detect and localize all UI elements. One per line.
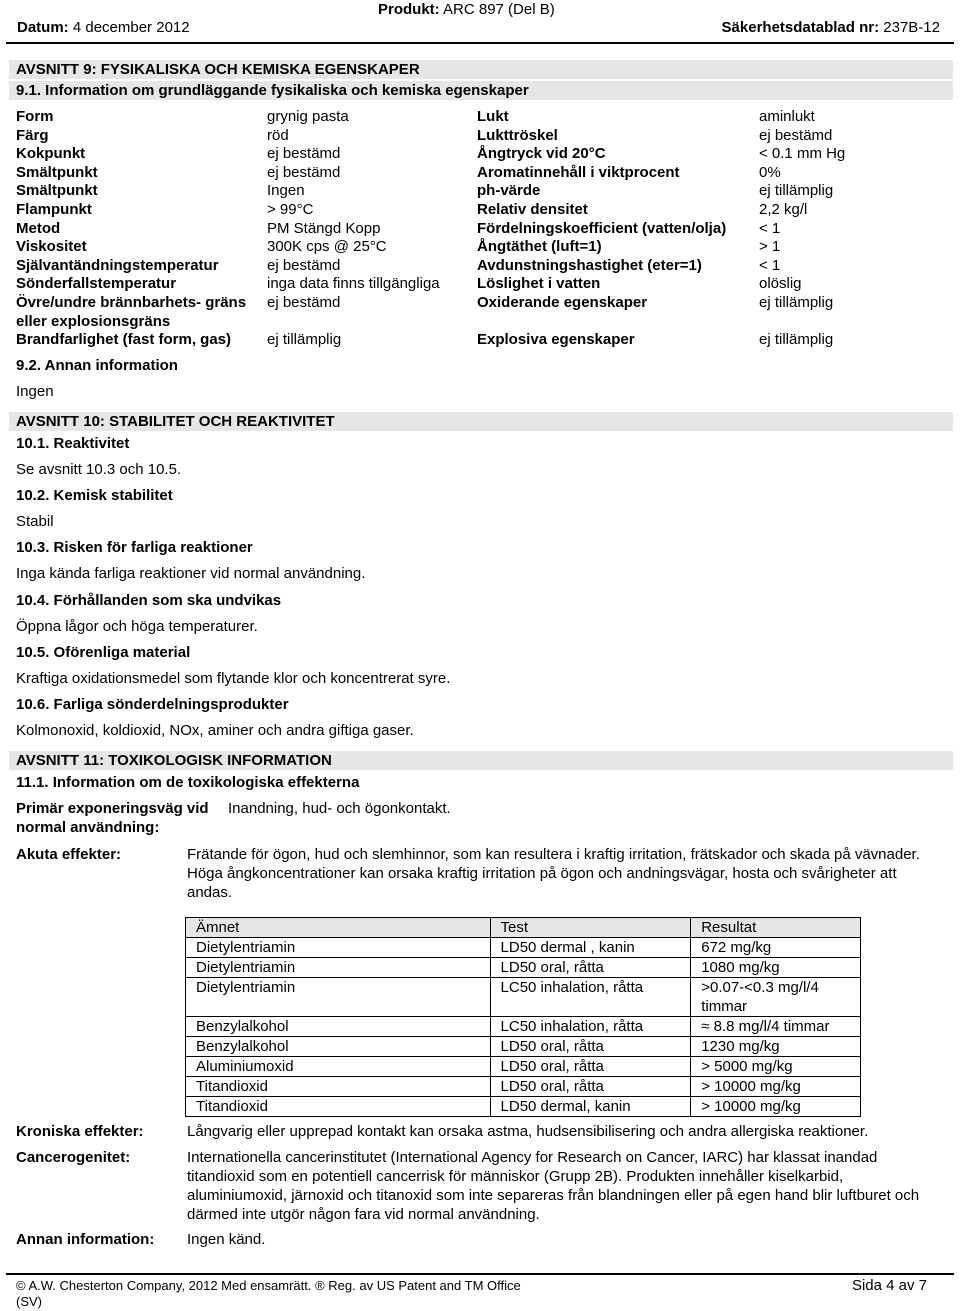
section-9-1-title: 9.1. Information om grundläggande fysikaliska och kemiska egenskaper [9,81,953,100]
table-cell: 1080 mg/kg [691,958,861,978]
section-11-1-title: 11.1. Information om de toxikologiska effekterna [16,774,360,791]
table-cell: LD50 dermal , kanin [490,938,691,958]
property-row: Viskositet 300K cps @ 25°C Ångtäthet (luft=1) > 1 [16,238,781,256]
table-row [186,1017,861,1037]
section-10-6-title: 10.6. Farliga sönderdelningsprodukter [16,696,289,713]
table-cell: 1230 mg/kg [691,1037,861,1057]
property-row: Brandfarlighet (fast form, gas) ej tillämplig Explosiva egenskaper ej tillämplig [16,330,834,348]
table-cell: > 10000 mg/kg [691,1077,861,1097]
table-cell: LD50 oral, råtta [490,1057,691,1077]
column-header: Test [490,918,691,938]
table-cell: > 5000 mg/kg [691,1057,861,1077]
table-cell: Titandioxid [186,1097,491,1117]
table-cell: LC50 inhalation, råtta [490,978,691,1017]
property-row: Smältpunkt ej bestämd Aromatinnehåll i viktprocent 0% [16,163,781,181]
acute-effects-label: Akuta effekter: [16,846,122,863]
column-header: Resultat [691,918,861,938]
header-divider [6,42,954,44]
table-row [186,958,861,978]
toxicity-table [185,917,861,1117]
carcinogenicity-value: Internationella cancerinstitutet (International Agency for Research on Cancer, IARC) har klassat inandad titandioxid som en potentiell cancerrisk för människor (Grupp 2B). Produkten innehåller kiselkarbid, aluminiumoxid, järnoxid och titanoxid som inte separeras från blandningen eller på egen hand blir luftburet och därmed inte utgör någon fara vid normal användning. [187,1149,920,1223]
section-10-2-text: Stabil [16,513,54,530]
table-row [186,1077,861,1097]
section-10-4-text: Öppna lågor och höga temperaturer. [16,618,258,635]
table-cell: LC50 inhalation, råtta [490,1017,691,1037]
table-cell: Titandioxid [186,1077,491,1097]
column-header: Ämnet [186,918,491,938]
property-row: Smältpunkt Ingen ph-värde ej tillämplig [16,182,834,200]
table-cell: Dietylentriamin [186,958,491,978]
table-cell: LD50 oral, råtta [490,1077,691,1097]
section-10-3-text: Inga kända farliga reaktioner vid normal användning. [16,565,366,582]
primary-exposure-value: Inandning, hud- och ögonkontakt. [228,800,451,817]
property-row: Flampunkt > 99°C Relativ densitet 2,2 kg/l [16,200,808,218]
other-info-value: Ingen känd. [187,1231,266,1248]
footer-divider [6,1273,954,1275]
header-sds-number: Säkerhetsdatablad nr: 237B-12 [721,19,940,36]
section-10-1-title: 10.1. Reaktivitet [16,435,130,452]
section-11-title: AVSNITT 11: TOXIKOLOGISK INFORMATION [9,751,953,770]
property-row: Självantändningstemperatur ej bestämd Avdunstningshastighet (eter=1) < 1 [16,256,781,274]
primary-exposure-label: Primär exponeringsväg vid normal användning: [16,800,209,836]
table-cell: 672 mg/kg [691,938,861,958]
table-cell: >0.07-<0.3 mg/l/4 timmar [691,978,861,1017]
page-number: Sida 4 av 7 [851,1277,927,1294]
section-10-5-title: 10.5. Oförenliga material [16,644,191,661]
table-cell: Aluminiumoxid [186,1057,491,1077]
chronic-effects-value: Långvarig eller upprepad kontakt kan orsaka astma, hudsensibilisering och andra allergiska reaktioner. [187,1123,869,1140]
table-cell: Benzylalkohol [186,1017,491,1037]
section-10-title: AVSNITT 10: STABILITET OCH REAKTIVITET [9,412,953,431]
chronic-effects-label: Kroniska effekter: [16,1123,144,1140]
section-9-title: AVSNITT 9: FYSIKALISKA OCH KEMISKA EGENSKAPER [9,60,953,79]
property-row: Sönderfallstemperatur inga data finns tillgängliga Löslighet i vatten olöslig [16,275,802,293]
section-10-4-title: 10.4. Förhållanden som ska undvikas [16,592,282,609]
section-10-5-text: Kraftiga oxidationsmedel som flytande klor och koncentrerat syre. [16,670,451,687]
table-cell: > 10000 mg/kg [691,1097,861,1117]
table-row [186,1057,861,1077]
section-10-6-text: Kolmonoxid, koldioxid, NOx, aminer och andra giftiga gaser. [16,722,414,739]
section-10-2-title: 10.2. Kemisk stabilitet [16,487,173,504]
property-row: Övre/undre brännbarhets- gräns eller explosionsgräns ej bestämd Oxiderande egenskaper ej tillämplig [16,293,834,330]
table-cell: LD50 dermal, kanin [490,1097,691,1117]
section-10-1-text: Se avsnitt 10.3 och 10.5. [16,461,182,478]
footer-copyright: © A.W. Chesterton Company, 2012 Med ensamrätt. ® Reg. av US Patent and TM Office (SV) [16,1278,521,1309]
table-cell: Benzylalkohol [186,1037,491,1057]
table-row [186,938,861,958]
table-cell: Dietylentriamin [186,938,491,958]
header-date: Datum: 4 december 2012 [17,19,190,36]
other-info-label: Annan information: [16,1231,155,1248]
header-product: Produkt: ARC 897 (Del B) [378,1,555,18]
table-cell: LD50 oral, råtta [490,1037,691,1057]
property-row: Kokpunkt ej bestämd Ångtryck vid 20°C < 0.1 mm Hg [16,145,846,163]
acute-effects-value: Frätande för ögon, hud och slemhinnor, som kan resultera i kraftig irritation, frätskador och skada på vävnader. Höga ångkoncentrationer kan orsaka kraftig irritation på ögon och andningsvägar, hosta och svårigheter att andas. [187,846,920,901]
property-row: Metod PM Stängd Kopp Fördelningskoefficient (vatten/olja) < 1 [16,219,781,237]
table-cell: Dietylentriamin [186,978,491,1017]
section-9-2-text: Ingen [16,383,54,400]
carcinogenicity-label: Cancerogenitet: [16,1149,131,1166]
property-row: Färg röd Lukttröskel ej bestämd [16,126,833,144]
property-row: Form grynig pasta Lukt aminlukt [16,108,815,125]
table-row [186,1037,861,1057]
section-9-2-title: 9.2. Annan information [16,357,178,374]
table-row [186,1097,861,1117]
table-cell: LD50 oral, råtta [490,958,691,978]
table-header-row [186,918,861,938]
properties-table [16,108,946,350]
page-header [0,0,960,46]
table-cell: ≈ 8.8 mg/l/4 timmar [691,1017,861,1037]
table-row [186,978,861,1017]
section-10-3-title: 10.3. Risken för farliga reaktioner [16,539,253,556]
